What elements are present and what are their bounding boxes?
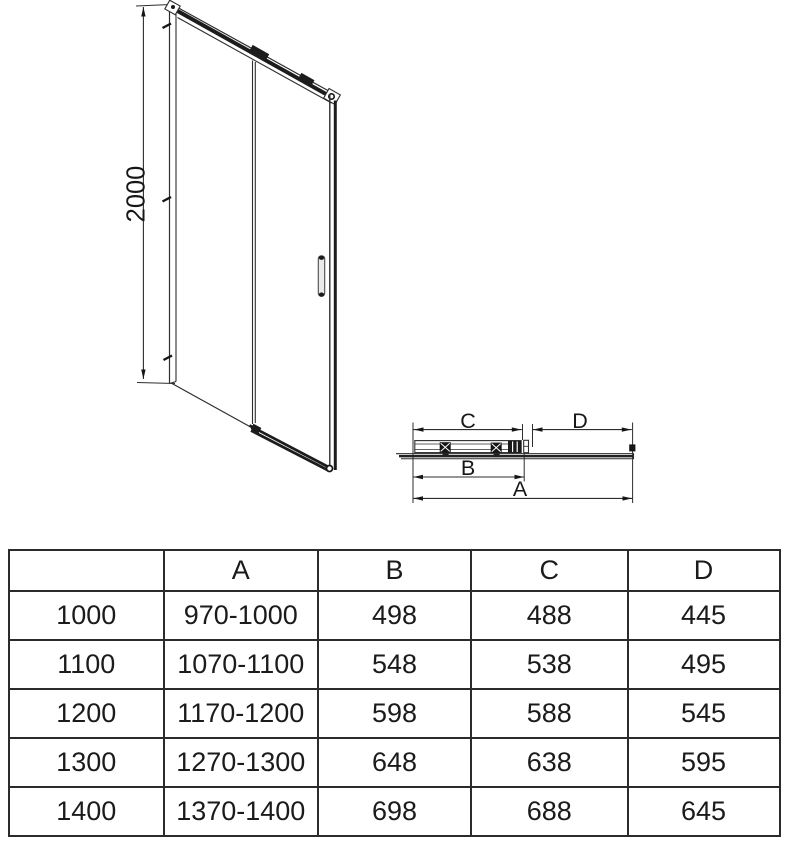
wall-bracket-icon: [164, 356, 173, 361]
row-size-label: 1200: [9, 689, 164, 738]
table-row: [9, 738, 780, 787]
header-c: C: [471, 550, 628, 591]
dimension-c: [414, 409, 522, 433]
dimension-d: [533, 409, 632, 433]
row-size-label: 1400: [9, 787, 164, 836]
header-d: D: [628, 550, 780, 591]
dim-d-label: D: [572, 409, 588, 433]
header-a: A: [164, 550, 319, 591]
glass-panels: [172, 61, 255, 428]
cell-c: 538: [471, 640, 628, 689]
end-block-icon: [508, 441, 521, 453]
table-header-row: [9, 550, 780, 591]
arrow-up-icon: [141, 7, 145, 17]
cell-c: 588: [471, 689, 628, 738]
dimension-a: [413, 477, 633, 501]
height-dimension-label: 2000: [122, 165, 151, 223]
cell-b: 598: [318, 689, 471, 738]
plan-sliding-panel: [415, 440, 529, 457]
dim-b-label: B: [460, 455, 476, 480]
cell-a: 1070-1100: [164, 640, 319, 689]
header-b: B: [318, 550, 471, 591]
row-size-label: 1300: [9, 738, 164, 787]
table-row: [9, 787, 780, 836]
cell-b: 698: [318, 787, 471, 836]
row-size-label: 1000: [9, 591, 164, 640]
dim-a-label: A: [512, 476, 528, 501]
cell-a: 1170-1200: [164, 689, 319, 738]
cell-d: 495: [628, 640, 780, 689]
table-row: [9, 640, 780, 689]
cell-a: 1270-1300: [164, 738, 319, 787]
cell-b: 498: [318, 591, 471, 640]
table-row: [9, 689, 780, 738]
dimension-b: [413, 456, 525, 480]
cell-d: 445: [628, 591, 780, 640]
arrow-down-icon: [141, 370, 145, 380]
cell-c: 638: [471, 738, 628, 787]
cell-a: 1370-1400: [164, 787, 319, 836]
cell-d: 545: [628, 689, 780, 738]
dim-c-label: C: [460, 409, 476, 433]
rail-end-cap: [327, 466, 333, 472]
cell-a: 970-1000: [164, 591, 319, 640]
roller-mark-icon: [440, 442, 451, 457]
wall-profile: [163, 4, 177, 384]
cell-b: 648: [318, 738, 471, 787]
wall-bracket-icon: [629, 444, 635, 451]
height-dimension: [123, 5, 176, 384]
cell-d: 595: [628, 738, 780, 787]
bottom-rail: [250, 424, 333, 472]
front-view-drawing: [123, 0, 341, 471]
cell-c: 688: [471, 787, 628, 836]
cell-d: 645: [628, 787, 780, 836]
right-frame-profile: [330, 94, 336, 470]
cell-c: 488: [471, 591, 628, 640]
door-handle-icon: [318, 256, 324, 297]
dimension-table: [8, 549, 781, 837]
header-size: [9, 550, 164, 591]
plan-view-drawing: [396, 409, 635, 503]
table-row: [9, 591, 780, 640]
cell-b: 548: [318, 640, 471, 689]
row-size-label: 1100: [9, 640, 164, 689]
